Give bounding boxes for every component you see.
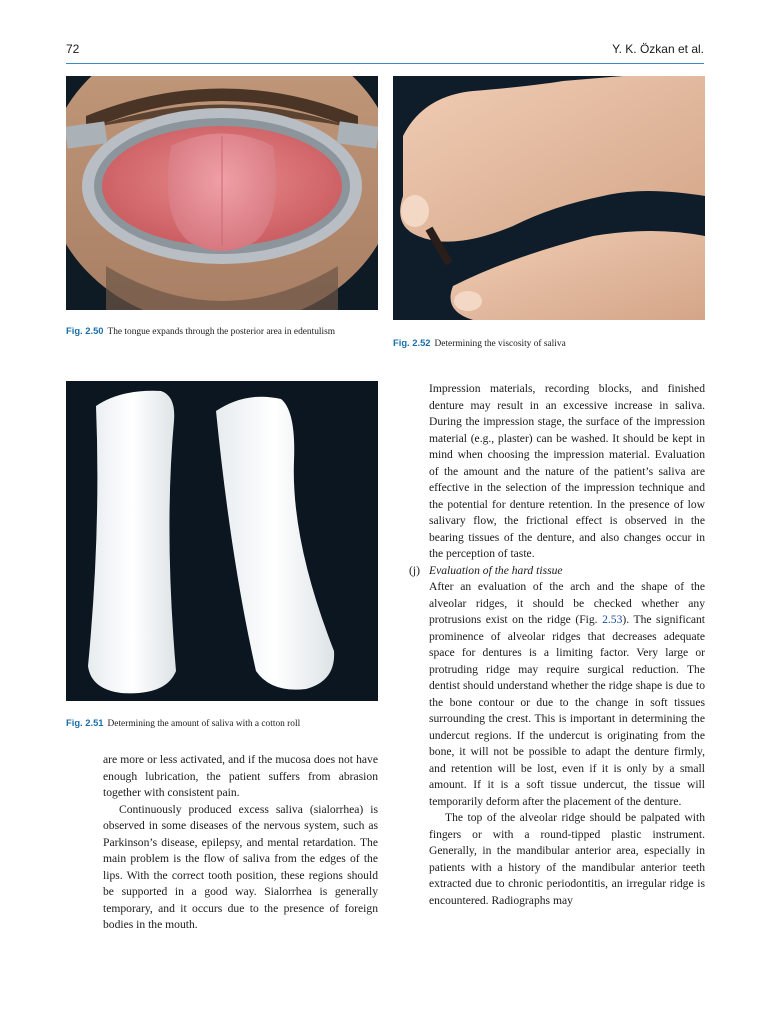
paragraph-text: After an evaluation of the arch and the shape of the alveolar ridges, it should be checked whether any protrusions exist on the ridge (Fig. bbox=[429, 580, 705, 626]
figure-label: Fig. 2.51 bbox=[66, 717, 104, 728]
left-column bbox=[103, 752, 378, 934]
figure-label: Fig. 2.50 bbox=[66, 325, 104, 336]
figure-label: Fig. 2.52 bbox=[393, 337, 431, 348]
figure-2-52-photo bbox=[393, 76, 705, 320]
figure-reference-link[interactable]: 2.53 bbox=[602, 613, 623, 626]
paragraph-text: ). The significant prominence of alveolar ridges that decreases adequate space for dentures is a limiting factor. Very large or protruding ridge may require surgical reduction. The dentist should understand whether the ridge shape is due to the bone contour or due to the change in soft tissues surrounding the crest. This is important in determining the undercut regions. If the undercut is originating from the bone, it will not be possible to adapt the denture firmly, and retention will be lost, even if it is only by a small amount. If it is a soft tissue undercut, the tissue will temporarily deform after the placement of the denture. bbox=[429, 613, 705, 808]
figure-2-50-photo bbox=[66, 76, 378, 310]
running-header-author: Y. K. Özkan et al. bbox=[612, 42, 704, 56]
paragraph: are more or less activated, and if the mucosa does not have enough lubrication, the patient suffers from abrasion together with consistent pain. bbox=[103, 753, 378, 799]
figure-2-51-photo bbox=[66, 381, 378, 701]
paragraph: The top of the alveolar ridge should be palpated with fingers or with a round-tipped plastic instrument. Generally, in the mandibular anterior area, especially in patients with a history of the mandibular anterior teeth extracted due to chronic periodontitis, an irregular ridge is encountered. Radiographs may bbox=[429, 811, 705, 907]
right-column bbox=[409, 381, 705, 909]
section-heading bbox=[409, 563, 705, 580]
paragraph: Continuously produced excess saliva (sialorrhea) is observed in some diseases of the nervous system, such as Parkinson’s disease, epilepsy, and mental retardation. The main problem is the flow of saliva from the edges of the lips. With the correct tooth position, these regions should be supported in a good way. Sialorrhea is generally temporary, and it occurs due to the presence of foreign bodies in the mouth. bbox=[103, 802, 378, 931]
paragraph: Impression materials, recording blocks, and finished denture may result in an excessive increase in saliva. During the impression stage, the surface of the impression material (e.g., plaster) can be washed. It should be kept in mind when choosing the impression material. Evaluation of the amount and the nature of the patient’s saliva are effective in the selection of the impression technique and the potential for denture retention. In the presence of low salivary flow, the frictional effect is observed in the bearing tissues of the denture, and also changes occur in the perception of taste. bbox=[429, 382, 705, 560]
caption-text: Determining the viscosity of saliva bbox=[434, 339, 566, 349]
header-rule bbox=[66, 63, 704, 64]
paragraph bbox=[429, 579, 705, 810]
caption-text: The tongue expands through the posterior area in edentulism bbox=[107, 327, 336, 337]
figure-2-52-caption bbox=[393, 336, 705, 351]
figure-2-50-caption bbox=[66, 324, 378, 339]
caption-text: Determining the amount of saliva with a cotton roll bbox=[107, 719, 301, 729]
figure-2-51-caption bbox=[66, 716, 378, 731]
item-title: Evaluation of the hard tissue bbox=[429, 563, 563, 577]
item-marker: (j) bbox=[409, 563, 420, 577]
page-number: 72 bbox=[66, 42, 80, 56]
